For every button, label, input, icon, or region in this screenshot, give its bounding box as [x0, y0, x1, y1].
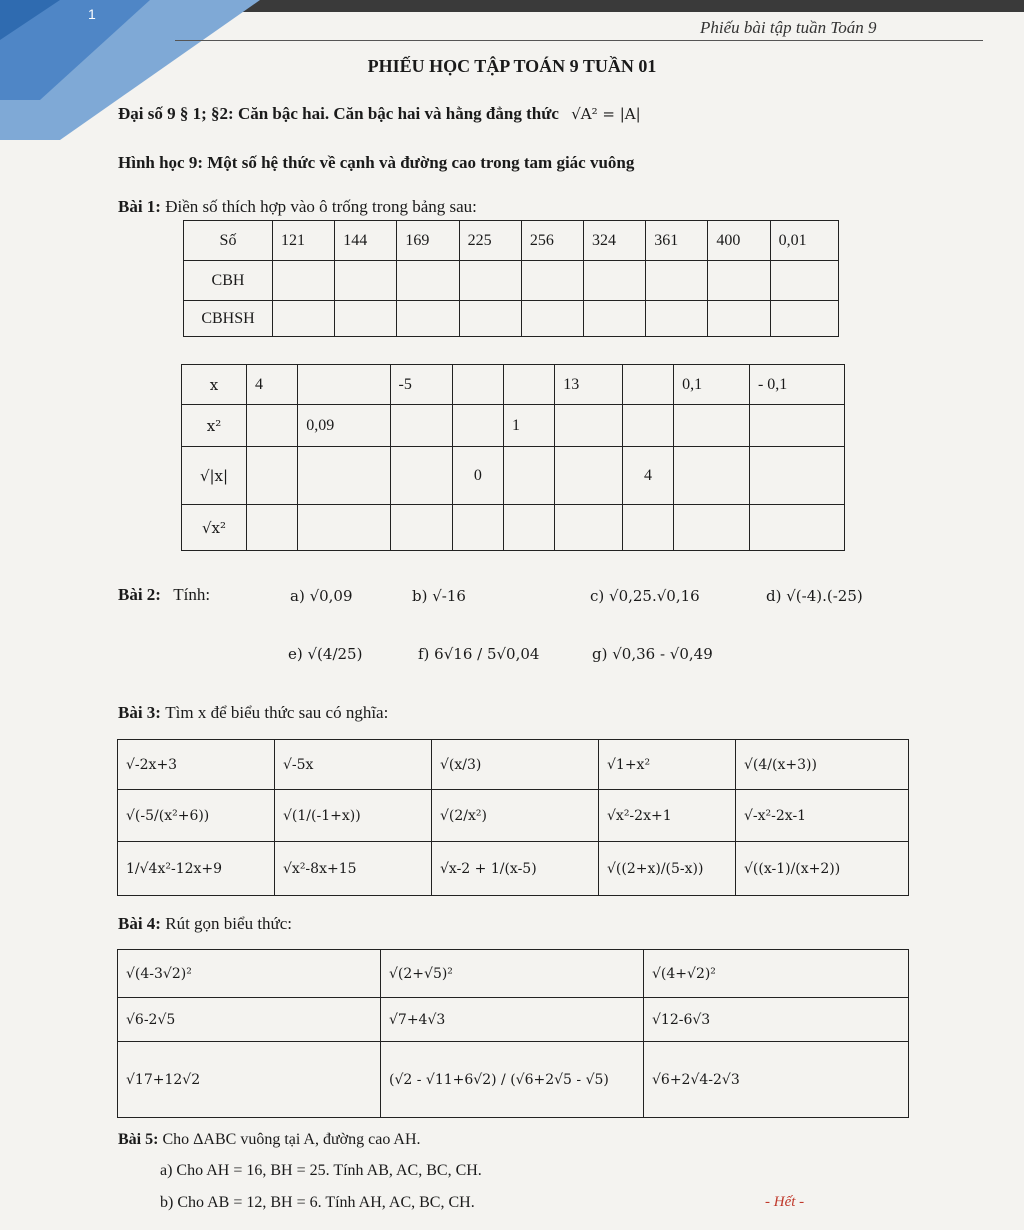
table1-row-cbh [184, 261, 839, 301]
table1-row-cbhsh [184, 301, 839, 337]
algebra-formula: √A² = |A| [571, 105, 641, 123]
bai3-cell: √((x-1)/(x+2)) [736, 842, 909, 896]
table2-cell: 4 [622, 447, 673, 505]
header-divider [175, 40, 983, 41]
table2-cell [452, 505, 503, 551]
bai1-table2 [181, 364, 845, 551]
bai2-item-g: g) √0,36 - √0,49 [592, 645, 713, 663]
table1-blank-cell [646, 301, 708, 337]
bai3-cell: √-2x+3 [118, 740, 275, 790]
header-text: Phiếu bài tập tuần Toán 9 [700, 18, 877, 37]
bai4-cell: √17+12√2 [118, 1042, 381, 1118]
table2-cell [298, 505, 390, 551]
bai2-item-a: a) √0,09 [290, 587, 353, 605]
bai2-item-c: c) √0,25.√0,16 [590, 587, 700, 605]
bai2-item-f: f) 6√16 / 5√0,04 [418, 645, 540, 663]
table1-value: 256 [521, 221, 583, 261]
bai3-row [118, 842, 909, 896]
bai3-row [118, 790, 909, 842]
table1-blank-cell [521, 301, 583, 337]
table2-cell [555, 447, 623, 505]
table1-blank-cell [397, 261, 459, 301]
table2-cell [749, 405, 844, 447]
table1-blank-cell [397, 301, 459, 337]
table2-header: √|x| [182, 447, 247, 505]
table1-row-so [184, 221, 839, 261]
table2-cell [622, 505, 673, 551]
bai3-cell: √(1/(-1+x)) [275, 790, 432, 842]
table1-blank-cell [708, 301, 770, 337]
bai4-cell: √7+4√3 [381, 998, 644, 1042]
table2-cell [555, 505, 623, 551]
table2-cell [503, 365, 554, 405]
bai3-cell: √x²-8x+15 [275, 842, 432, 896]
bai5-label: Bài 5: [118, 1131, 159, 1148]
bai1-text: Điền số thích hợp vào ô trống trong bảng sau: [165, 197, 477, 216]
table2-cell: 4 [247, 365, 298, 405]
bai1-table1 [183, 220, 839, 337]
bai4-cell: √6-2√5 [118, 998, 381, 1042]
table1-blank-cell [770, 261, 838, 301]
bai5-text: Cho ΔABC vuông tại A, đường cao AH. [162, 1131, 421, 1148]
bai3-cell: √(x/3) [432, 740, 599, 790]
table1-blank-cell [708, 261, 770, 301]
table2-cell [503, 447, 554, 505]
bai1-heading [118, 197, 477, 217]
table2-cell [674, 405, 750, 447]
table1-value: 144 [335, 221, 397, 261]
table2-header: √x² [182, 505, 247, 551]
bai4-cell: √(2+√5)² [381, 950, 644, 998]
table2-cell [674, 447, 750, 505]
bai4-cell: √(4+√2)² [644, 950, 909, 998]
table2-header: x² [182, 405, 247, 447]
table1-blank-cell [335, 301, 397, 337]
table1-blank-cell [584, 261, 646, 301]
table1-value: 225 [459, 221, 521, 261]
bai2-label: Bài 2: [118, 585, 161, 604]
table2-cell [452, 405, 503, 447]
bai4-cell: √6+2√4-2√3 [644, 1042, 909, 1118]
bai4-cell: (√2 - √11+6√2) / (√6+2√5 - √5) [381, 1042, 644, 1118]
bai3-row [118, 740, 909, 790]
table2-row-sqrtabs [182, 447, 845, 505]
bai3-cell: √((2+x)/(5-x)) [599, 842, 736, 896]
page-number: 1 [88, 6, 96, 22]
bai2-text: Tính: [173, 585, 211, 604]
table2-cell [555, 405, 623, 447]
table2-cell [622, 365, 673, 405]
bai4-cell: √(4-3√2)² [118, 950, 381, 998]
table2-cell [247, 447, 298, 505]
table1-header: Số [184, 221, 273, 261]
table2-row-x [182, 365, 845, 405]
table2-cell [298, 365, 390, 405]
geometry-line: Hình học 9: Một số hệ thức về cạnh và đường cao trong tam giác vuông [118, 153, 635, 172]
table2-cell [390, 405, 452, 447]
bai4-label: Bài 4: [118, 914, 161, 933]
table1-value: 169 [397, 221, 459, 261]
table2-cell: -5 [390, 365, 452, 405]
table2-cell: 0 [452, 447, 503, 505]
bai3-label: Bài 3: [118, 703, 161, 722]
bai3-cell: √(2/x²) [432, 790, 599, 842]
table2-cell: 13 [555, 365, 623, 405]
bai5-part-a: a) Cho AH = 16, BH = 25. Tính AB, AC, BC, CH. [160, 1162, 482, 1179]
algebra-text: Đại số 9 § 1; §2: Căn bậc hai. Căn bậc hai và hằng đẳng thức [118, 104, 559, 123]
bai1-label: Bài 1: [118, 197, 161, 216]
table1-blank-cell [273, 301, 335, 337]
bai5-part-b: b) Cho AB = 12, BH = 6. Tính AH, AC, BC, CH. [160, 1194, 475, 1211]
table2-cell [390, 447, 452, 505]
bai2-item-b: b) √-16 [412, 587, 466, 605]
table1-value: 121 [273, 221, 335, 261]
table2-cell: 1 [503, 405, 554, 447]
table1-blank-cell [770, 301, 838, 337]
bai5-heading [118, 1131, 421, 1149]
bai3-cell: √-5x [275, 740, 432, 790]
algebra-line [118, 104, 641, 124]
bai3-cell: √x-2 + 1/(x-5) [432, 842, 599, 896]
table2-cell [390, 505, 452, 551]
table1-value: 0,01 [770, 221, 838, 261]
table1-header: CBH [184, 261, 273, 301]
table1-blank-cell [459, 261, 521, 301]
table1-blank-cell [584, 301, 646, 337]
table2-cell [749, 505, 844, 551]
table1-blank-cell [646, 261, 708, 301]
bai3-text: Tìm x để biểu thức sau có nghĩa: [165, 703, 389, 722]
table2-row-sqrtx2 [182, 505, 845, 551]
worksheet-title: PHIẾU HỌC TẬP TOÁN 9 TUẦN 01 [367, 56, 657, 76]
table2-cell: 0,09 [298, 405, 390, 447]
table2-header: x [182, 365, 247, 405]
table2-cell: 0,1 [674, 365, 750, 405]
bai4-row [118, 998, 909, 1042]
table1-header: CBHSH [184, 301, 273, 337]
bai3-cell: √-x²-2x-1 [736, 790, 909, 842]
table2-cell [622, 405, 673, 447]
bai4-text: Rút gọn biểu thức: [165, 914, 293, 933]
table1-blank-cell [273, 261, 335, 301]
table1-blank-cell [335, 261, 397, 301]
bai3-table [117, 739, 909, 896]
bai3-cell: √x²-2x+1 [599, 790, 736, 842]
bai3-cell: √(4/(x+3)) [736, 740, 909, 790]
bai4-cell: √12-6√3 [644, 998, 909, 1042]
bai2-item-d: d) √(-4).(-25) [766, 587, 863, 605]
table2-cell [452, 365, 503, 405]
table2-row-x2 [182, 405, 845, 447]
bai3-heading [118, 703, 388, 723]
bai2-heading [118, 585, 210, 605]
bai2-item-e: e) √(4/25) [288, 645, 363, 663]
table2-cell: - 0,1 [749, 365, 844, 405]
table2-cell [503, 505, 554, 551]
table1-value: 324 [584, 221, 646, 261]
bai3-cell: √(-5/(x²+6)) [118, 790, 275, 842]
bai4-table [117, 949, 909, 1118]
table1-blank-cell [459, 301, 521, 337]
table1-value: 400 [708, 221, 770, 261]
bai3-cell: 1/√4x²-12x+9 [118, 842, 275, 896]
bai4-heading [118, 914, 292, 934]
table2-cell [247, 405, 298, 447]
bai4-row [118, 1042, 909, 1118]
table2-cell [298, 447, 390, 505]
table1-blank-cell [521, 261, 583, 301]
bai4-row [118, 950, 909, 998]
bai3-cell: √1+x² [599, 740, 736, 790]
end-mark: - Hết - [765, 1194, 805, 1210]
table1-value: 361 [646, 221, 708, 261]
table2-cell [749, 447, 844, 505]
table2-cell [247, 505, 298, 551]
table2-cell [674, 505, 750, 551]
